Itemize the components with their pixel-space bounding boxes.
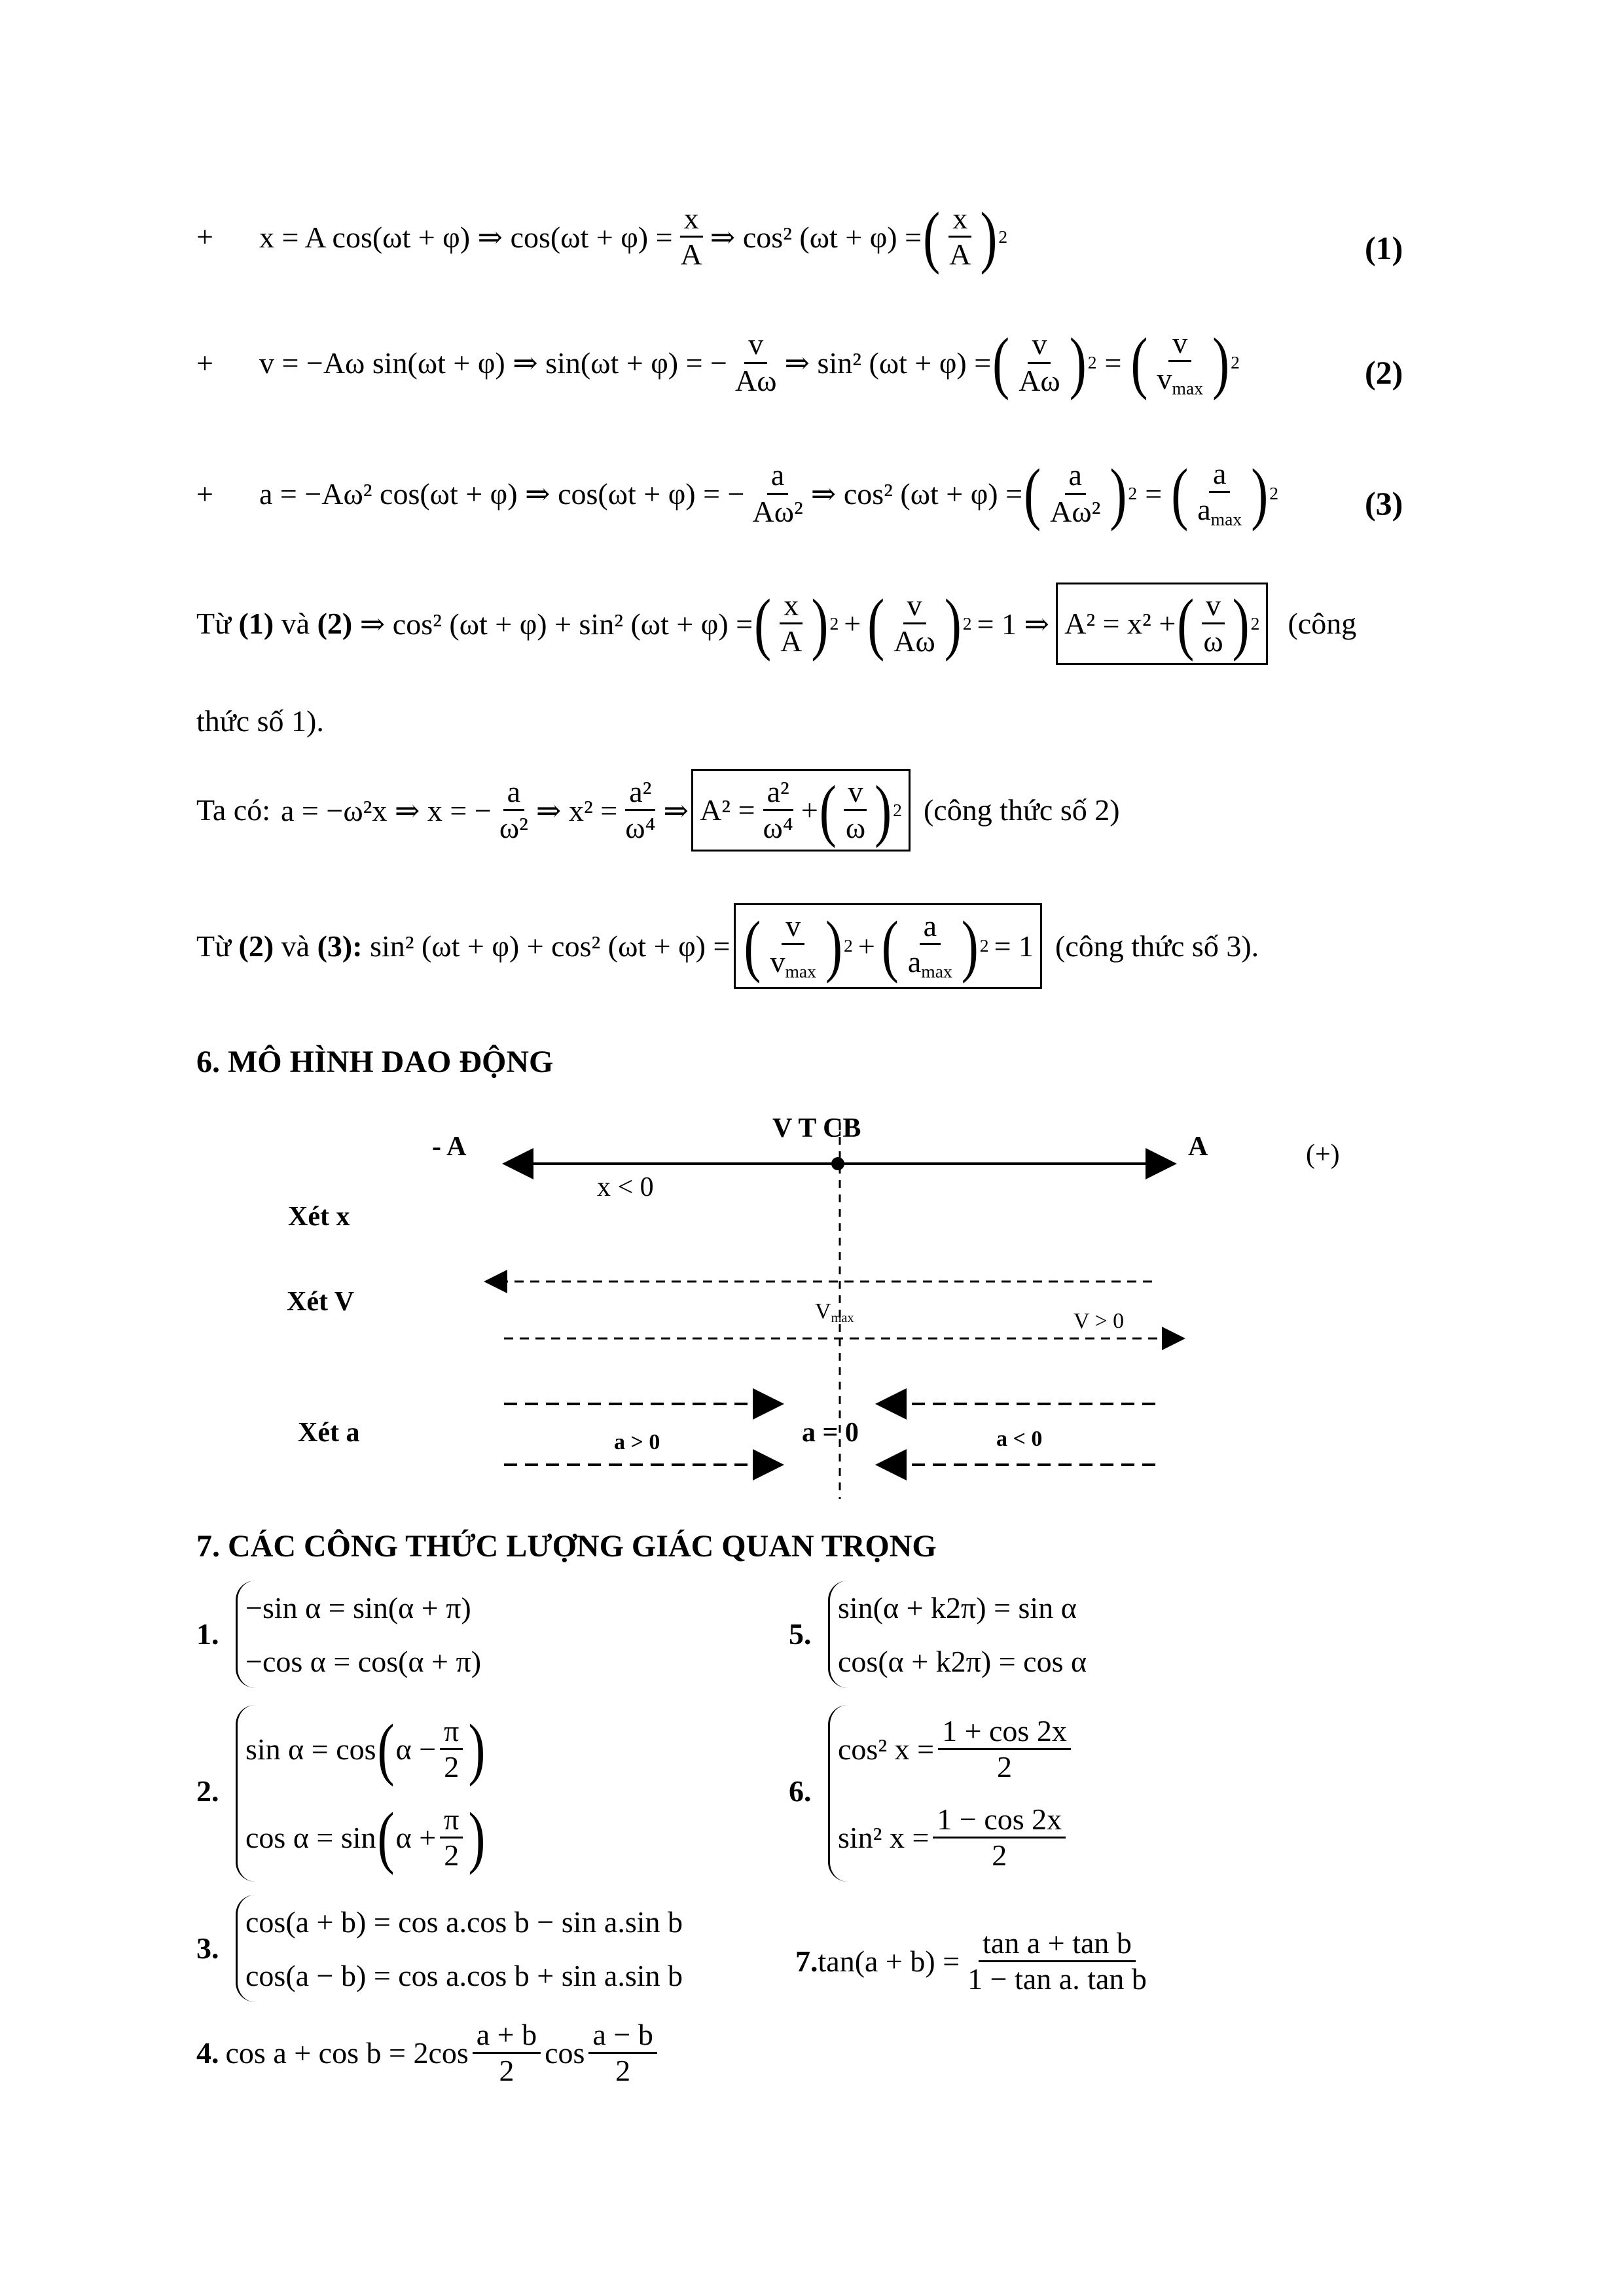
trig-formula-5: 5. sin(α + k2π) = sin α cos(α + k2π) = cos α — [789, 1581, 1247, 1692]
ref-1: (1) — [238, 607, 274, 641]
vmax-label: $V_{max}$ — [815, 1299, 854, 1326]
ref-2: (2) — [317, 607, 353, 641]
formula-3-box: ( $\frac{v}{v_{max}}$ ) 2 + ( $\frac{a}{a_{max}}$ ) 2 = 1 — [734, 903, 1042, 989]
trig-formula-4: 4. cos a + cos b = 2cos $\frac{a + b}{2}$ cos $\frac{a - b}{2}$ — [196, 2019, 661, 2087]
eq1-lhs: x = A cos(ωt + φ) ⇒ cos(ωt + φ) = — [259, 220, 673, 254]
eq3-result-fraction-1: $\frac{a}{\text{Aω²}}$ — [1050, 458, 1101, 528]
formula-1-box: A² = x² + ( $\frac{v}{\omega}$ ) 2 — [1056, 583, 1268, 665]
eq1-result-fraction: $\frac{x}{A}$ — [949, 202, 971, 272]
formula-3: Từ (2) và (3): sin² (ωt + φ) + cos² (ωt + φ) = ( $\frac{v}{v_{max}}$ ) 2 + ( $\frac{a}{a_{max}}$ ) 2 = 1 (công thức số 3). — [196, 903, 1259, 989]
equation-3: + a = −Aω² cos(ωt + φ) ⇒ cos(ωt + φ) = − $\frac{a}{\text{Aω²}}$ ⇒ cos² (ωt + φ) = ( $\frac{a}{\text{Aω²}}$ ) 2 = ( $\frac{a}{a_{max}}$ ) 2 — [196, 454, 1279, 532]
eq1-mid: ⇒ cos² (ωt + φ) = — [710, 220, 922, 254]
v-gt-zero-label: V > 0 — [1074, 1309, 1125, 1333]
vtcb-label: V T CB — [772, 1113, 861, 1143]
xet-v-label: Xét V — [287, 1287, 355, 1317]
section-6-title: 6. MÔ HÌNH DAO ĐỘNG — [196, 1045, 554, 1079]
eq2-mid: ⇒ sin² (ωt + φ) = — [784, 346, 992, 380]
eq3-mid: ⇒ cos² (ωt + φ) = — [810, 477, 1023, 511]
trig-formula-7: 7. tan(a + b) = $\frac{\text{tan a + tan b}}{\text{1 − tan a. tan b}}$ — [795, 1926, 1147, 1996]
eq2-result-fraction-1: $\frac{v}{A\omega}$ — [1019, 327, 1060, 397]
trig-formula-3: 3. cos(a + b) = cos a.cos b − sin a.sin b cos(a − b) = cos a.cos b + sin a.sin b — [196, 1895, 785, 2006]
formula-2: Ta có: a = −ω²x ⇒ x = − $\frac{a}{\text{ω²}}$ ⇒ x² = $\frac{\text{a²}}{\text{ω⁴}}$ ⇒ A² = $\frac{\text{a²}}{\text{ω⁴}}$ + ( $\frac{v}{\omega}$ ) 2 (công thức số 2) — [196, 769, 1120, 852]
positive-direction-label: (+) — [1306, 1139, 1340, 1170]
eq2-result-fraction-2: $\frac{v}{v_{max}}$ — [1157, 326, 1204, 399]
a-lt-zero-label: a < 0 — [996, 1427, 1043, 1451]
formula-1: Từ (1) và (2) ⇒ cos² (ωt + φ) + sin² (ωt + φ) = ( $\frac{x}{A}$ ) 2 + ( $\frac{v}{A\omega}$ ) 2 = 1 ⇒ A² = x² + ( $\frac{v}{\omega}$ ) 2 (công — [196, 583, 1356, 665]
bullet: + — [196, 220, 213, 254]
formula-1-continuation: thức số 1). — [196, 704, 324, 738]
eq3-lhs: a = −Aω² cos(ωt + φ) ⇒ cos(ωt + φ) = − — [259, 477, 745, 511]
eq2-fraction: $\frac{v}{A\omega}$ — [735, 327, 777, 397]
pos-a-label: A — [1188, 1132, 1208, 1162]
x-lt-zero-label: x < 0 — [597, 1172, 654, 1202]
trig-formula-2: 2. sin α = cos ( α − $\frac{\pi}{2}$ ) cos α = sin ( α + $\frac{\pi}{2}$ ) — [196, 1705, 589, 1888]
eq1-label: (1) — [1365, 230, 1403, 266]
xet-a-label: Xét a — [298, 1418, 360, 1448]
xet-x-label: Xét x — [288, 1202, 350, 1232]
eq3-label: (3) — [1365, 485, 1403, 522]
equation-2: + v = −Aω sin(ωt + φ) ⇒ sin(ωt + φ) = − $\frac{v}{A\omega}$ ⇒ sin² (ωt + φ) = ( $\frac{v}{A\omega}$ ) 2 = ( $\frac{v}{v_{max}}$ ) 2 — [196, 323, 1240, 401]
eq3-fraction: $\frac{a}{\text{Aω²}}$ — [752, 458, 803, 528]
neg-a-label: - A — [432, 1132, 467, 1162]
formula-2-box: A² = $\frac{\text{a²}}{\text{ω⁴}}$ + ( $\frac{v}{\omega}$ ) 2 — [691, 769, 911, 852]
eq1-fraction: $\frac{x}{A}$ — [680, 202, 702, 272]
trig-formula-1: 1. −sin α = sin(α + π) −cos α = cos(α + π) — [196, 1581, 589, 1692]
trig-formula-6: 6. cos² x = $\frac{1 + \cos 2x}{2}$ sin² x = $\frac{1 - \cos 2x}{2}$ — [789, 1705, 1247, 1888]
eq2-lhs: v = −Aω sin(ωt + φ) ⇒ sin(ωt + φ) = − — [259, 346, 727, 380]
bullet: + — [196, 346, 213, 380]
bullet: + — [196, 476, 213, 511]
a-gt-zero-label: a > 0 — [614, 1430, 660, 1454]
equilibrium-dot — [831, 1157, 844, 1170]
eq2-label: (2) — [1365, 354, 1403, 391]
equation-1: + x = A cos(ωt + φ) ⇒ cos(ωt + φ) = $\frac{x}{A}$ ⇒ cos² (ωt + φ) = ( $\frac{x}{A}$ ) 2 — [196, 198, 1008, 275]
eq3-result-fraction-2: $\frac{a}{a_{max}}$ — [1197, 457, 1242, 529]
a-eq-zero-label: a = 0 — [802, 1418, 859, 1448]
section-7-title: 7. CÁC CÔNG THỨC LƯỢNG GIÁC QUAN TRỌNG — [196, 1529, 937, 1564]
